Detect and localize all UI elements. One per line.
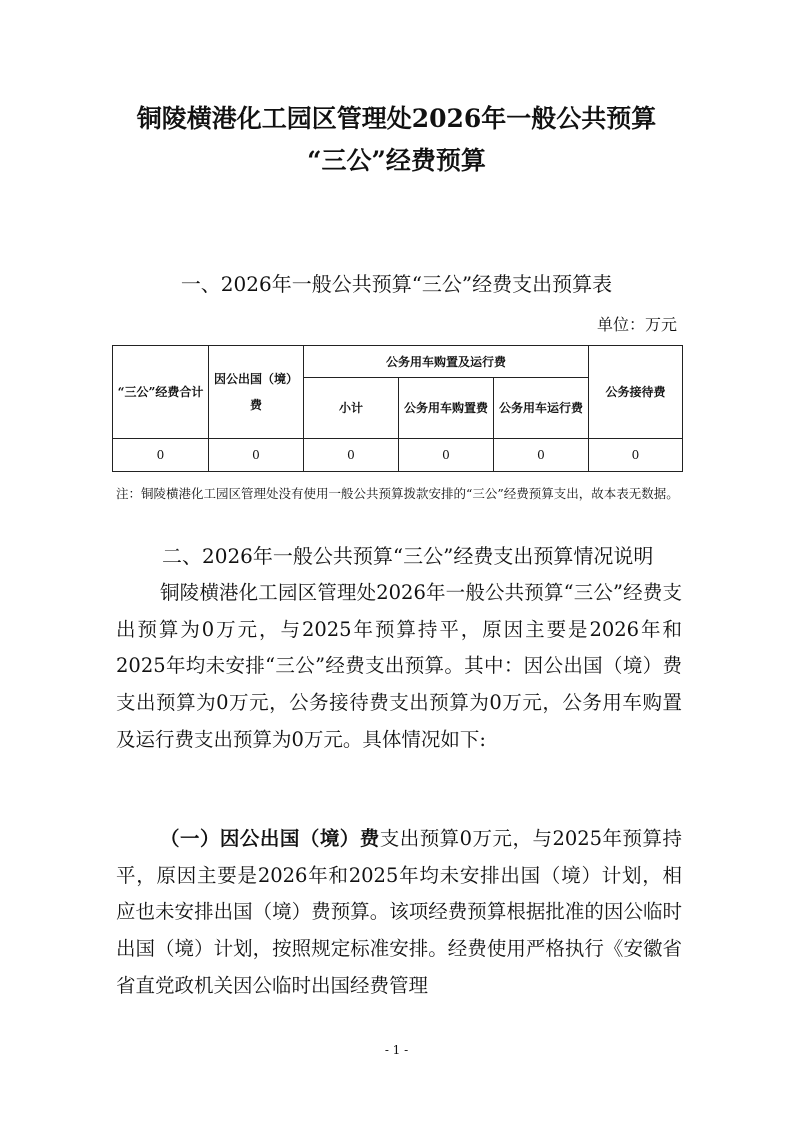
cell-vehicle-operation: 0 [494, 439, 589, 472]
cell-total: 0 [113, 439, 209, 472]
budget-table [112, 345, 683, 472]
cell-vehicle-purchase: 0 [399, 439, 494, 472]
paragraph-2-text: 支出预算0万元，与2025年预算持平，原因主要是2026年和2025年均未安排出国（境）计划，相应也未安排出国（境）费预算。该项经费预算根据批准的因公临时出国（境）计划，按照规定标准安排。经费使用严格执行《安徽省省直党政机关因公临时出国经费管理 [116, 827, 682, 997]
cell-reception: 0 [589, 439, 683, 472]
header-total: “三公”经费合计 [113, 346, 209, 439]
document-title-line2: “三公”经费预算 [307, 146, 486, 175]
page-number: - 1 - [384, 1043, 409, 1057]
paragraph-2 [116, 821, 682, 1005]
table-note: 注：铜陵横港化工园区管理处没有使用一般公共预算拨款安排的“三公”经费预算支出，故本表无数据。 [116, 486, 679, 501]
document-title-line1: 铜陵横港化工园区管理处2026年一般公共预算 [136, 104, 657, 133]
section2-heading: 二、2026年一般公共预算“三公”经费支出预算情况说明 [162, 544, 654, 568]
unit-label: 单位：万元 [596, 315, 677, 334]
section1-heading: 一、2026年一般公共预算“三公”经费支出预算表 [180, 272, 613, 296]
header-vehicle-operation: 公务用车运行费 [494, 378, 589, 439]
cell-abroad: 0 [209, 439, 304, 472]
header-reception: 公务接待费 [589, 346, 683, 439]
header-subtotal: 小计 [304, 378, 399, 439]
paragraph-1: 铜陵横港化工园区管理处2026年一般公共预算“三公”经费支出预算为0万元，与2025年预算持平，原因主要是2026年和2025年均未安排“三公”经费支出预算。其中：因公出国（境）费支出预算为0万元，公务接待费支出预算为0万元，公务用车购置及运行费支出预算为0万元。具体情况如下: [116, 581, 682, 751]
table-header-row-1 [113, 346, 683, 378]
header-abroad: 因公出国（境）费 [209, 346, 304, 439]
cell-subtotal: 0 [304, 439, 399, 472]
paragraph-2-heading: （一）因公出国（境）费 [160, 827, 380, 850]
header-vehicle-purchase: 公务用车购置费 [399, 378, 494, 439]
header-vehicle-group: 公务用车购置及运行费 [304, 346, 589, 378]
table-row [113, 439, 683, 472]
